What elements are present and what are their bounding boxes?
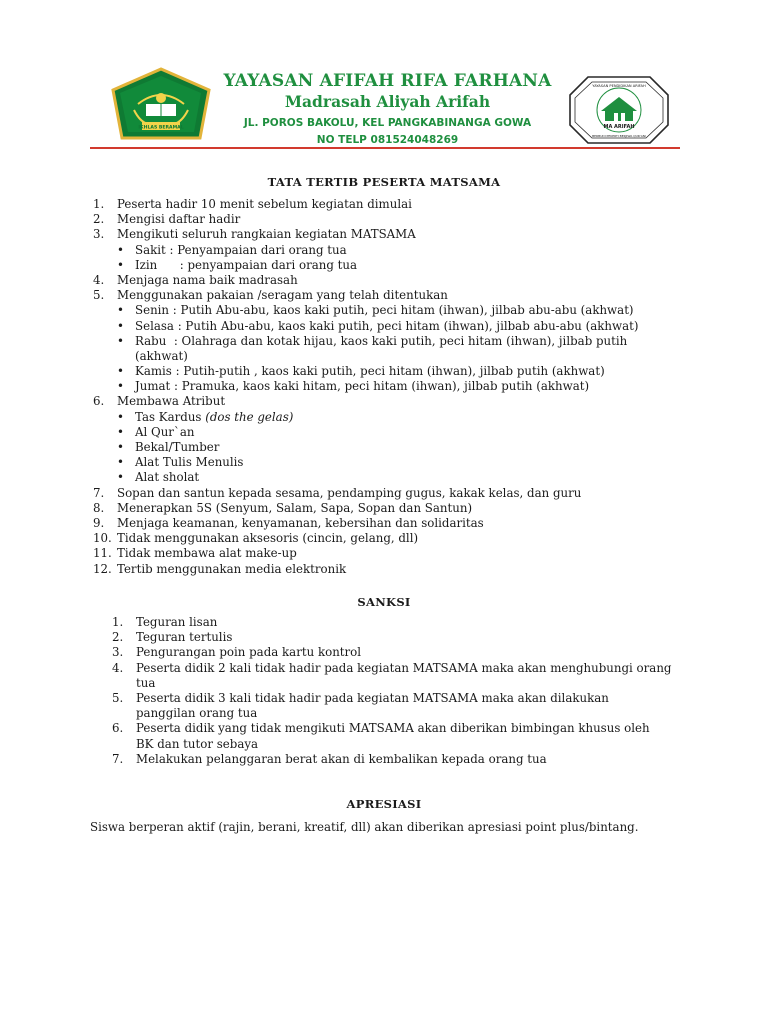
sanksi-number: 4.: [112, 660, 124, 675]
bullet-text-main: Kamis : Putih-putih , kaos kaki putih, peci hitam (ihwan), jilbab putih (akhwat): [135, 364, 605, 379]
item-text: Membawa Atribut: [117, 394, 226, 409]
sanksi-number: 6.: [112, 721, 124, 736]
bullet-text: [135, 455, 244, 470]
bullet-text: [135, 440, 219, 455]
item-number: 4.: [93, 272, 105, 287]
bullet-icon: •: [117, 424, 124, 439]
list-item: [0, 394, 768, 409]
item-text: Menerapkan 5S (Senyum, Salam, Sapa, Sopan dan Santun): [117, 500, 473, 515]
bullet-text: [135, 334, 627, 349]
bullet-text-main: Al Qur`an: [135, 424, 195, 439]
sanksi-item: [0, 676, 768, 691]
sanksi-text: Melakukan pelanggaran berat akan di kembalikan kepada orang tua: [136, 751, 547, 766]
header-divider: [90, 147, 680, 149]
list-item: [0, 425, 768, 440]
bullet-text: [135, 258, 357, 273]
item-text: Tertib menggunakan media elektronik: [117, 561, 347, 576]
list-item: [0, 227, 768, 242]
list-item: [0, 470, 768, 485]
sanksi-text: Teguran tertulis: [136, 630, 233, 645]
school-address: JL. POROS BAKOLU, KEL PANGKABINANGA GOWA: [243, 117, 532, 129]
item-number: 5.: [93, 288, 105, 303]
school-phone: NO TELP 081524048269: [316, 134, 459, 146]
list-item: [0, 455, 768, 470]
bullet-icon: •: [117, 409, 124, 424]
bullet-text: [135, 243, 347, 258]
item-number: 10.: [93, 531, 112, 546]
sanksi-number: 1.: [112, 615, 124, 629]
bullet-text: [135, 470, 199, 485]
bullet-text: [135, 410, 293, 425]
bullet-text-main: Izin : penyampaian dari orang tua: [135, 257, 358, 272]
bullet-icon: •: [117, 303, 124, 318]
bullet-text-main: Senin : Putih Abu-abu, kaos kaki putih, peci hitam (ihwan), jilbab abu-abu (akhwat): [135, 303, 634, 318]
svg-text:IKHLAS BERAMAL: IKHLAS BERAMAL: [138, 125, 184, 131]
item-number: 8.: [93, 500, 105, 515]
sanksi-item: [0, 615, 768, 630]
sanksi-list: [0, 615, 768, 767]
bullet-text-main: Sakit : Penyampaian dari orang tua: [135, 242, 347, 257]
tata-tertib-title: TATA TERTIB PESERTA MATSAMA: [267, 175, 501, 189]
bullet-text: [135, 379, 589, 394]
list-item: [0, 349, 768, 364]
list-item: [0, 501, 768, 516]
bullet-icon: •: [117, 379, 124, 394]
list-item: [0, 303, 768, 318]
letterhead: [215, 70, 560, 148]
item-number: 3.: [93, 227, 105, 242]
sanksi-item: [0, 752, 768, 767]
list-item: [0, 516, 768, 531]
sanksi-number: 2.: [112, 630, 124, 645]
svg-text:MA ARIFAH: MA ARIFAH: [603, 124, 635, 130]
list-item: [0, 486, 768, 501]
bullet-text: [135, 364, 605, 379]
item-text: Mengikuti seluruh rangkaian kegiatan MATSAMA: [117, 227, 416, 242]
sanksi-title: SANKSI: [357, 595, 411, 609]
list-item: [0, 379, 768, 394]
item-text: Tidak menggunakan aksesoris (cincin, gelang, dll): [117, 531, 419, 546]
list-item: [0, 364, 768, 379]
list-item: [0, 258, 768, 273]
item-text: Peserta hadir 10 menit sebelum kegiatan dimulai: [117, 197, 412, 211]
bullet-text-main: Selasa : Putih Abu-abu, kaos kaki putih, peci hitam (ihwan), jilbab abu-abu (akhwat): [135, 318, 639, 333]
bullet-text-main: Bekal/Tumber: [135, 440, 220, 454]
bullet-icon: •: [117, 257, 124, 272]
list-item: [0, 288, 768, 303]
list-item: [0, 334, 768, 349]
svg-text:BERBUDI PEKERTI BERJIWA QUR'AN: BERBUDI PEKERTI BERJIWA QUR'ANI: [592, 134, 646, 138]
item-text: Menjaga keamanan, kenyamanan, kebersihan dan solidaritas: [117, 515, 484, 530]
bullet-text-italic: (dos the gelas): [205, 409, 294, 424]
sanksi-text: Peserta didik 3 kali tidak hadir pada kegiatan MATSAMA maka akan dilakukan: [136, 690, 609, 705]
foundation-name: YAYASAN AFIFAH RIFA FARHANA: [223, 71, 552, 91]
list-item: [0, 319, 768, 334]
list-item: [0, 410, 768, 425]
item-number: 6.: [93, 394, 105, 409]
sanksi-item: [0, 691, 768, 706]
sanksi-continuation: panggilan orang tua: [136, 706, 258, 721]
bullet-icon: •: [117, 440, 124, 454]
bullet-icon: •: [117, 242, 124, 257]
school-name: Madrasah Aliyah Arifah: [284, 92, 491, 111]
bullet-text: [135, 303, 634, 318]
list-item: [0, 546, 768, 561]
list-item: [0, 562, 768, 577]
bullet-text: [135, 425, 194, 440]
bullet-text-main: Alat Tulis Menulis: [135, 455, 244, 470]
item-number: 9.: [93, 515, 105, 530]
bullet-icon: •: [117, 364, 124, 379]
bullet-text-main: Tas Kardus: [135, 409, 206, 424]
sanksi-item: [0, 737, 768, 752]
item-number: 2.: [93, 212, 105, 227]
item-text: Menggunakan pakaian /seragam yang telah ditentukan: [117, 288, 448, 303]
sanksi-item: [0, 721, 768, 736]
sanksi-continuation: BK dan tutor sebaya: [136, 736, 259, 751]
item-text: Sopan dan santun kepada sesama, pendamping gugus, kakak kelas, dan guru: [117, 485, 582, 500]
sanksi-number: 7.: [112, 751, 124, 766]
tata-tertib-list: [0, 197, 768, 577]
bullet-text-main: Jumat : Pramuka, kaos kaki hitam, peci hitam (ihwan), jilbab putih (akhwat): [135, 379, 590, 394]
sanksi-text: Teguran lisan: [136, 615, 218, 629]
list-item: [0, 440, 768, 455]
sanksi-text: Peserta didik 2 kali tidak hadir pada kegiatan MATSAMA maka akan menghubungi orang: [136, 660, 672, 675]
bullet-icon: •: [117, 455, 124, 470]
svg-text:YAYASAN PENDIDIKAN ARIFAH: YAYASAN PENDIDIKAN ARIFAH: [592, 84, 646, 88]
bullet-continuation: (akhwat): [135, 348, 188, 363]
list-item: [0, 212, 768, 227]
bullet-text-main: Rabu : Olahraga dan kotak hijau, kaos kaki putih, peci hitam (ihwan), jilbab putih: [135, 333, 628, 348]
apresiasi-title: APRESIASI: [346, 797, 422, 811]
item-number: 12.: [93, 561, 112, 576]
bullet-icon: •: [117, 470, 124, 485]
sanksi-item: [0, 645, 768, 660]
bullet-icon: •: [117, 333, 124, 348]
item-number: 1.: [93, 197, 105, 211]
bullet-icon: •: [117, 318, 124, 333]
sanksi-item: [0, 661, 768, 676]
list-item: [0, 273, 768, 288]
list-item: [0, 243, 768, 258]
list-item: [0, 531, 768, 546]
kemenag-logo-icon: [108, 66, 214, 142]
sanksi-item: [0, 630, 768, 645]
sanksi-item: [0, 706, 768, 721]
sanksi-text: Peserta didik yang tidak mengikuti MATSAMA akan diberikan bimbingan khusus oleh: [136, 721, 650, 736]
item-text: Menjaga nama baik madrasah: [117, 272, 298, 287]
item-text: Mengisi daftar hadir: [117, 212, 241, 227]
bullet-text-main: Alat sholat: [135, 470, 200, 485]
apresiasi-text: Siswa berperan aktif (rajin, berani, kreatif, dll) akan diberikan apresiasi point plus/bintang.: [90, 820, 639, 834]
item-number: 11.: [93, 546, 112, 561]
ma-arifah-logo-icon: [568, 75, 670, 145]
item-text: Tidak membawa alat make-up: [117, 546, 297, 561]
sanksi-continuation: tua: [136, 675, 156, 690]
sanksi-number: 3.: [112, 645, 124, 660]
bullet-text: [135, 319, 638, 334]
sanksi-number: 5.: [112, 690, 124, 705]
item-number: 7.: [93, 485, 105, 500]
list-item: [0, 197, 768, 212]
sanksi-text: Pengurangan poin pada kartu kontrol: [136, 645, 362, 660]
